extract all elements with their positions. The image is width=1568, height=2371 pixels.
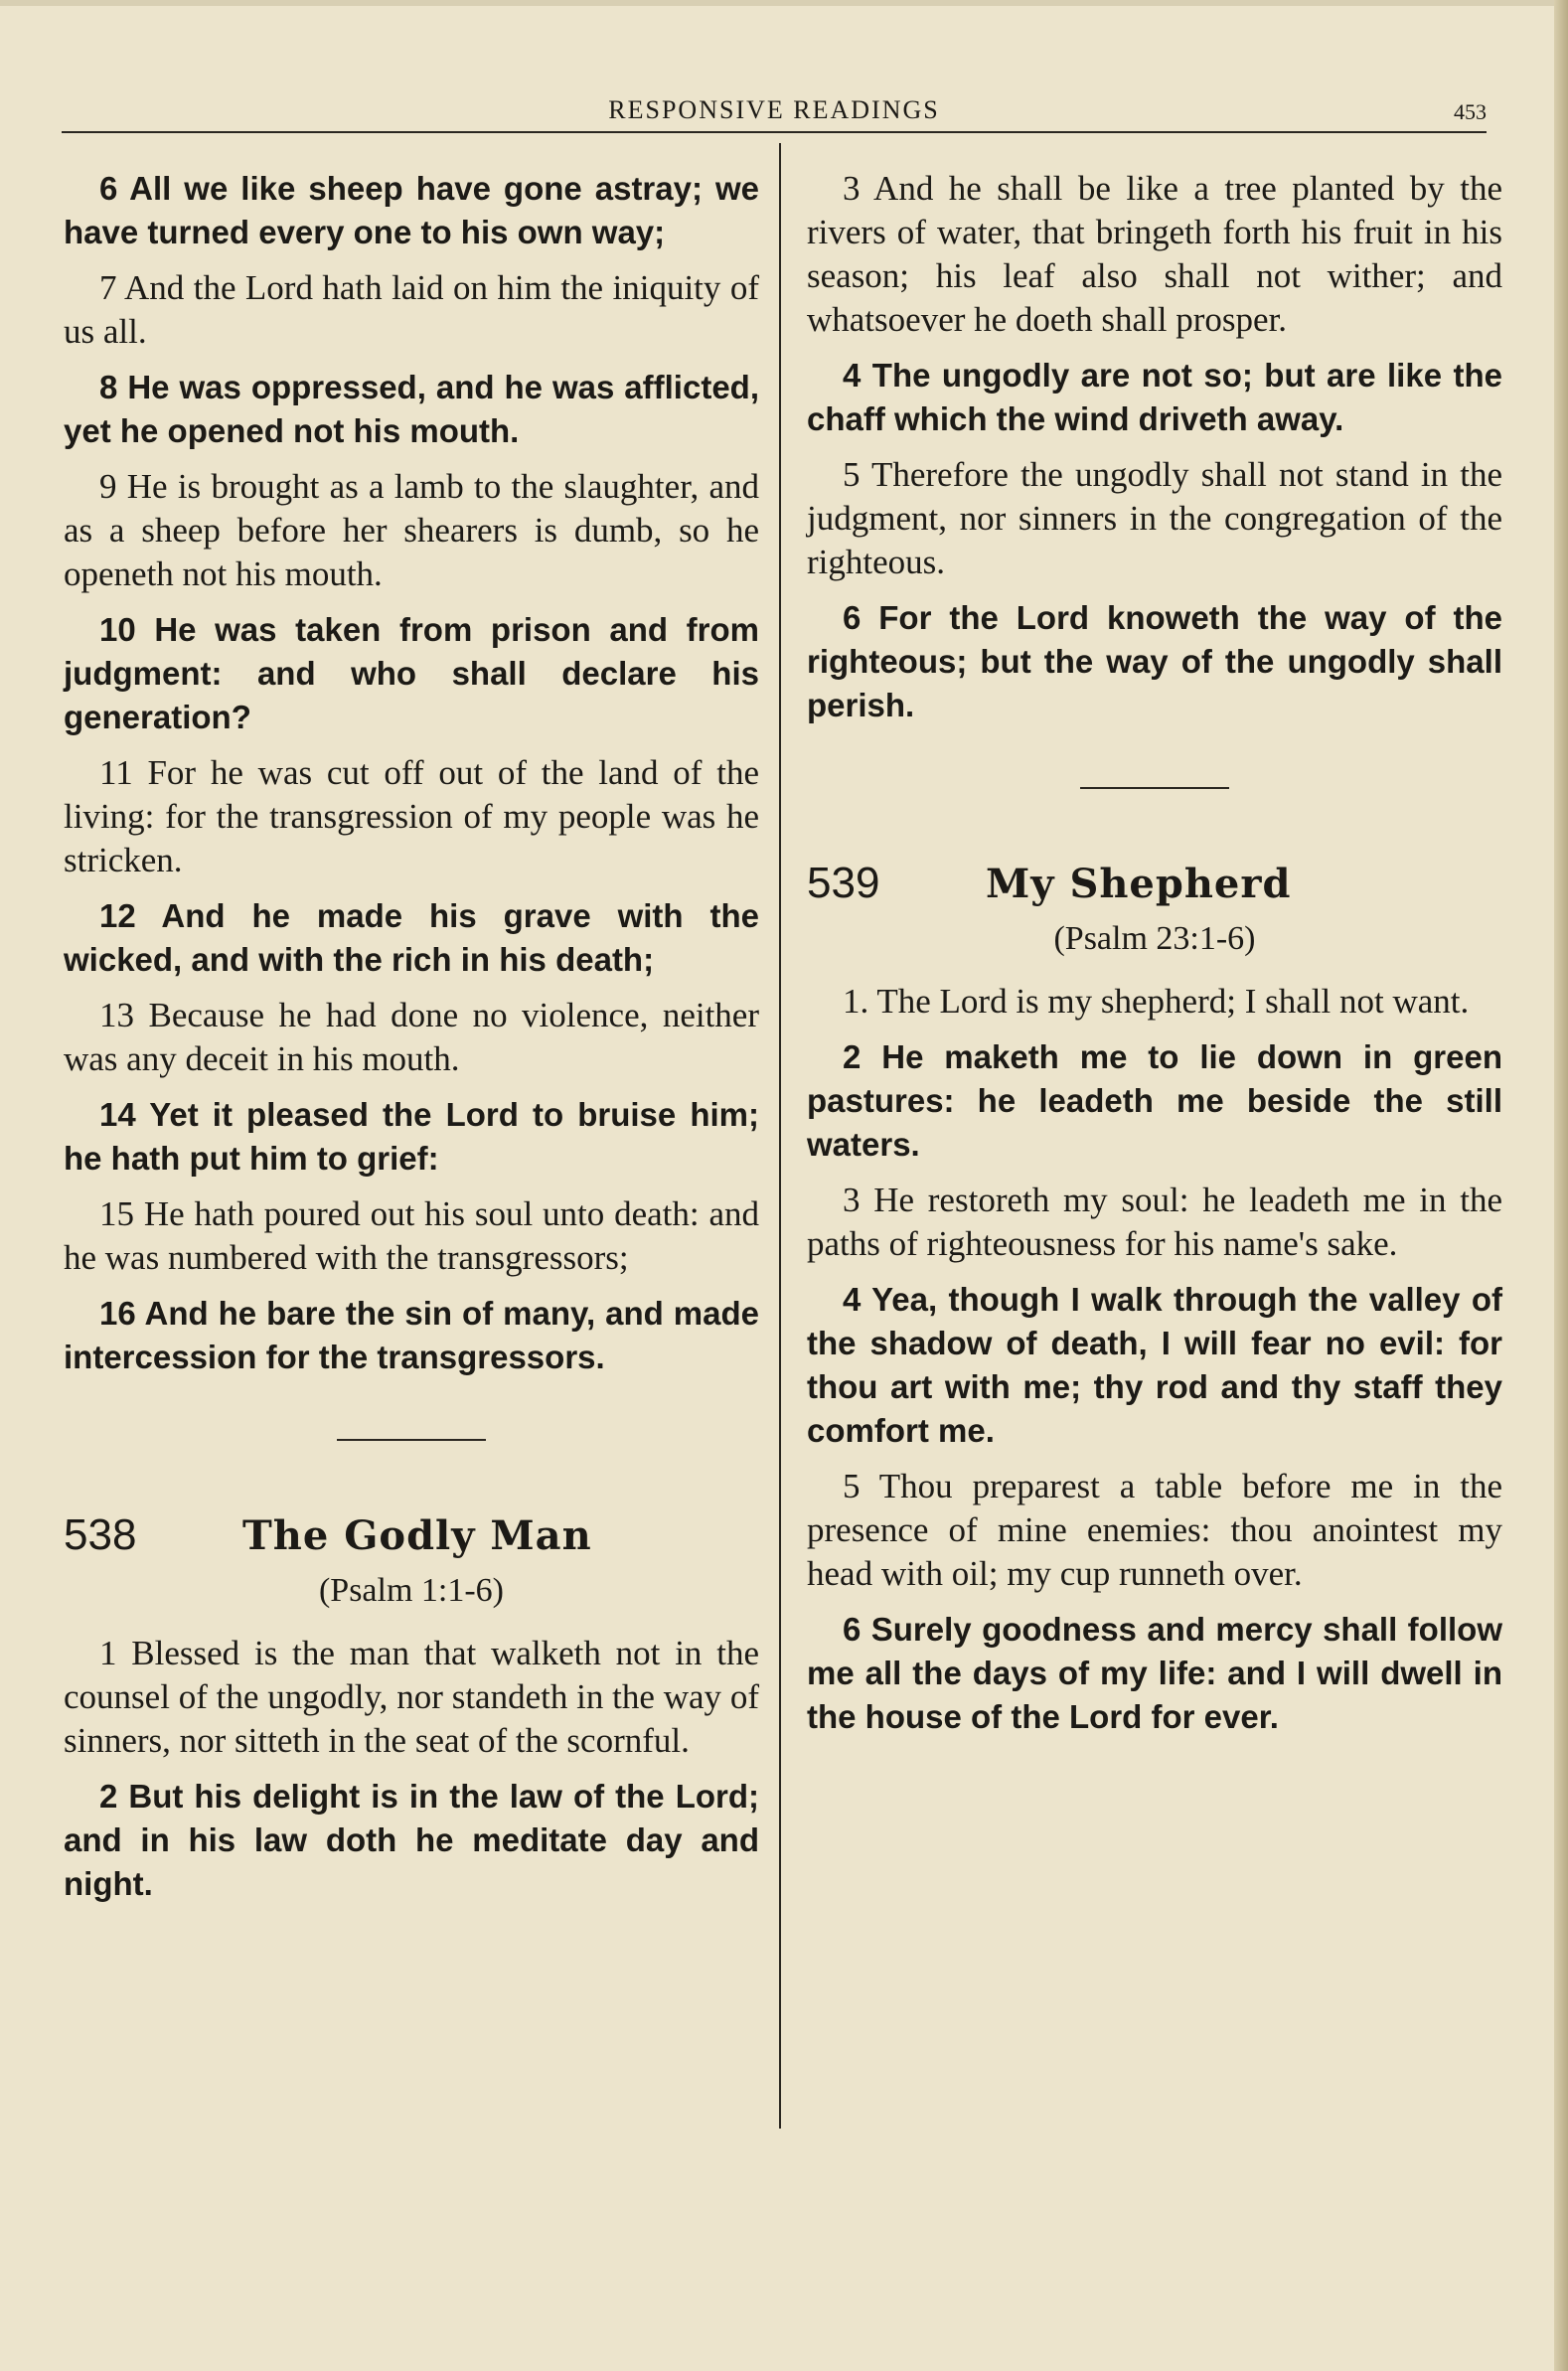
- reading-title: The Godly Man: [242, 1512, 592, 1559]
- page-top-edge: [0, 0, 1568, 6]
- psalm-reference: (Psalm 23:1-6): [1053, 920, 1256, 957]
- verse: 10 He was taken from prison and from judgment: and who shall declare his generation?: [64, 611, 759, 735]
- verse: 14 Yet it pleased the Lord to bruise him; he hath put him to grief:: [64, 1096, 759, 1177]
- verse: 6 All we like sheep have gone astray; we have turned every one to his own way;: [64, 170, 759, 250]
- reading-title: My Shepherd: [986, 861, 1292, 907]
- verse: 3 And he shall be like a tree planted by the rivers of water, that bringeth forth his fruit in his season; his leaf also shall not wither; and whatsoever he doeth shall prosper.: [807, 169, 1502, 339]
- verse: 6 For the Lord knoweth the way of the righteous; but the way of the ungodly shall perish.: [807, 599, 1502, 723]
- section-rule: [1080, 787, 1229, 789]
- verse: 7 And the Lord hath laid on him the iniquity of us all.: [64, 268, 759, 351]
- verse: 12 And he made his grave with the wicked, and with the rich in his death;: [64, 897, 759, 978]
- reading-number: 539: [807, 859, 880, 907]
- reading-number: 538: [64, 1510, 137, 1559]
- verse: 1. The Lord is my shepherd; I shall not want.: [843, 982, 1470, 1021]
- reading-heading: [64, 1510, 759, 1560]
- verse: 11 For he was cut off out of the land of the living: for the transgression of my people was he stricken.: [64, 753, 759, 879]
- verse: 2 He maketh me to lie down in green pastures: he leadeth me beside the still waters.: [807, 1038, 1502, 1163]
- verse: 16 And he bare the sin of many, and made intercession for the transgressors.: [64, 1295, 759, 1375]
- verse: 9 He is brought as a lamb to the slaughter, and as a sheep before her shearers is dumb, so he openeth not his mouth.: [64, 467, 759, 593]
- page-right-edge: [1554, 0, 1568, 2371]
- psalm-reference: (Psalm 1:1-6): [318, 1572, 505, 1609]
- verse: 13 Because he had done no violence, neither was any deceit in his mouth.: [64, 996, 759, 1078]
- reading-heading: [807, 859, 1502, 908]
- verse: 8 He was oppressed, and he was afflicted, yet he opened not his mouth.: [64, 369, 759, 449]
- verse: 2 But his delight is in the law of the Lord; and in his law doth he meditate day and night.: [64, 1778, 759, 1902]
- page-number: 453: [1454, 99, 1487, 124]
- verse: 4 The ungodly are not so; but are like the chaff which the wind driveth away.: [807, 357, 1502, 437]
- header-title: RESPONSIVE READINGS: [608, 95, 940, 124]
- verse: 5 Thou preparest a table before me in the presence of mine enemies: thou anointest my head with oil; my cup runneth over.: [807, 1467, 1502, 1593]
- right-column: [807, 167, 1502, 1751]
- verse: 3 He restoreth my soul: he leadeth me in the paths of righteousness for his name's sake.: [807, 1181, 1502, 1263]
- verse: 15 He hath poured out his soul unto death: and he was numbered with the transgressors;: [64, 1194, 759, 1277]
- section-rule: [337, 1439, 486, 1441]
- running-header: [62, 95, 1487, 133]
- verse: 4 Yea, though I walk through the valley of the shadow of death, I will fear no evil: for thou art with me; thy rod and thy staff they comfort me.: [807, 1281, 1502, 1449]
- verse: 1 Blessed is the man that walketh not in the counsel of the ungodly, nor standeth in the way of sinners, nor sitteth in the seat of the scornful.: [64, 1634, 759, 1760]
- column-divider: [779, 143, 781, 2129]
- verse: 5 Therefore the ungodly shall not stand in the judgment, nor sinners in the congregation of the righteous.: [807, 455, 1502, 581]
- left-column: [64, 167, 759, 1918]
- verse: 6 Surely goodness and mercy shall follow me all the days of my life: and I will dwell in the house of the Lord for ever.: [807, 1611, 1502, 1735]
